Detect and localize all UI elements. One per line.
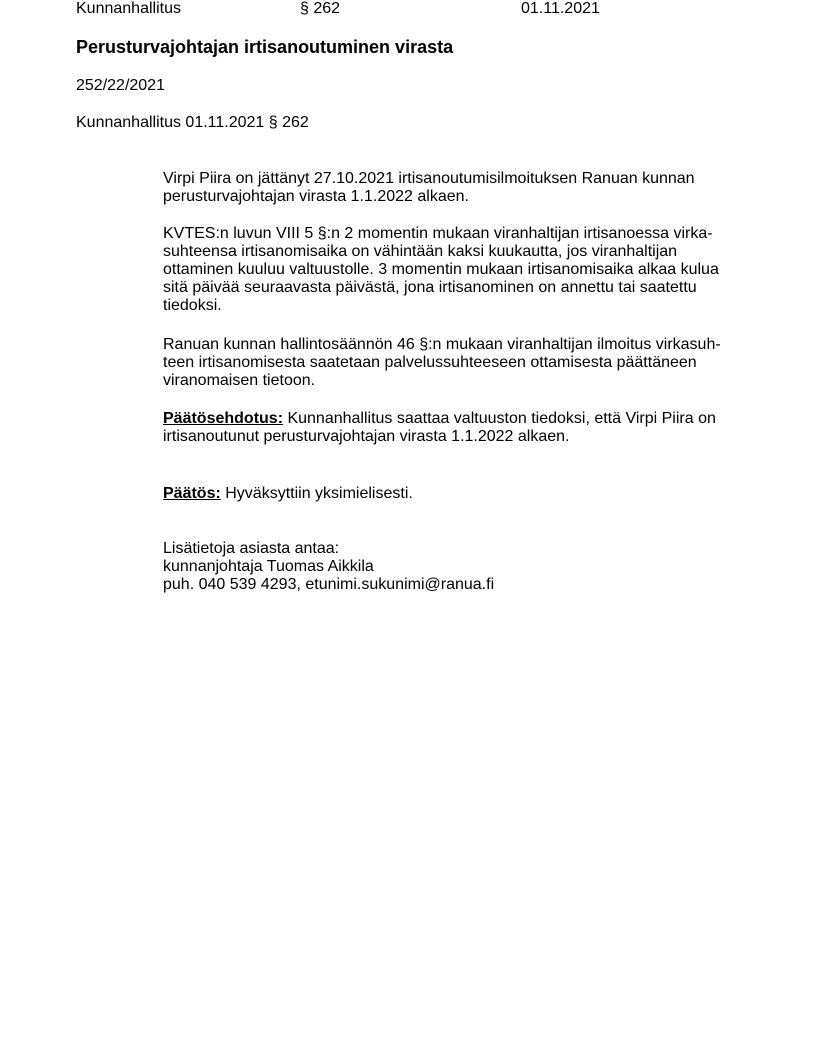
text-line: suhteensa irtisanomisaika on vähintään kaksi kuukautta, jos viranhaltijan [163,243,678,260]
decision [163,485,413,503]
text-line: ottaminen kuuluu valtuustolle. 3 momentin mukaan irtisanomisaika alkaa kulua [163,261,719,278]
contact-line: puh. 040 539 4293, etunimi.sukunimi@ranua.fi [163,576,495,593]
case-number: 252/22/2021 [76,77,165,94]
header-date: 01.11.2021 [521,0,600,17]
text-line: KVTES:n luvun VIII 5 §:n 2 momentin mukaan viranhaltijan irtisanoessa virka- [163,225,713,242]
contact-line: kunnanjohtaja Tuomas Aikkila [163,558,374,575]
decision-label: Päätös: [163,485,221,502]
text-line: viranomaisen tietoon. [163,372,316,389]
header-body: Kunnanhallitus [76,0,181,17]
header-section: § 262 [300,0,341,17]
contact-line: Lisätietoja asiasta antaa: [163,540,340,557]
proposal-text: irtisanoutunut perusturvajohtajan virasta 1.1.2022 alkaen. [163,428,570,445]
proposal-text: Kunnanhallitus saattaa valtuuston tiedoksi, että Virpi Piira on [283,410,716,427]
text-line: Ranuan kunnan hallintosäännön 46 §:n mukaan viranhaltijan ilmoitus virkasuh- [163,336,721,353]
proposal-line [163,410,716,428]
meeting-reference: Kunnanhallitus 01.11.2021 § 262 [76,114,309,131]
proposal-label: Päätösehdotus: [163,410,284,427]
text-line: tiedoksi. [163,297,222,314]
text-line: sitä päivää seuraavasta päivästä, jona irtisanominen on annettu tai saatettu [163,279,697,296]
text-line: perusturvajohtajan virasta 1.1.2022 alkaen. [163,188,469,205]
page-title: Perusturvajohtajan irtisanoutuminen virasta [76,37,454,57]
text-line: Virpi Piira on jättänyt 27.10.2021 irtisanoutumisilmoituksen Ranuan kunnan [163,170,695,187]
text-line: teen irtisanomisesta saatetaan palvelussuhteeseen ottamisesta päättäneen [163,354,697,371]
decision-text: Hyväksyttiin yksimielisesti. [220,485,413,502]
